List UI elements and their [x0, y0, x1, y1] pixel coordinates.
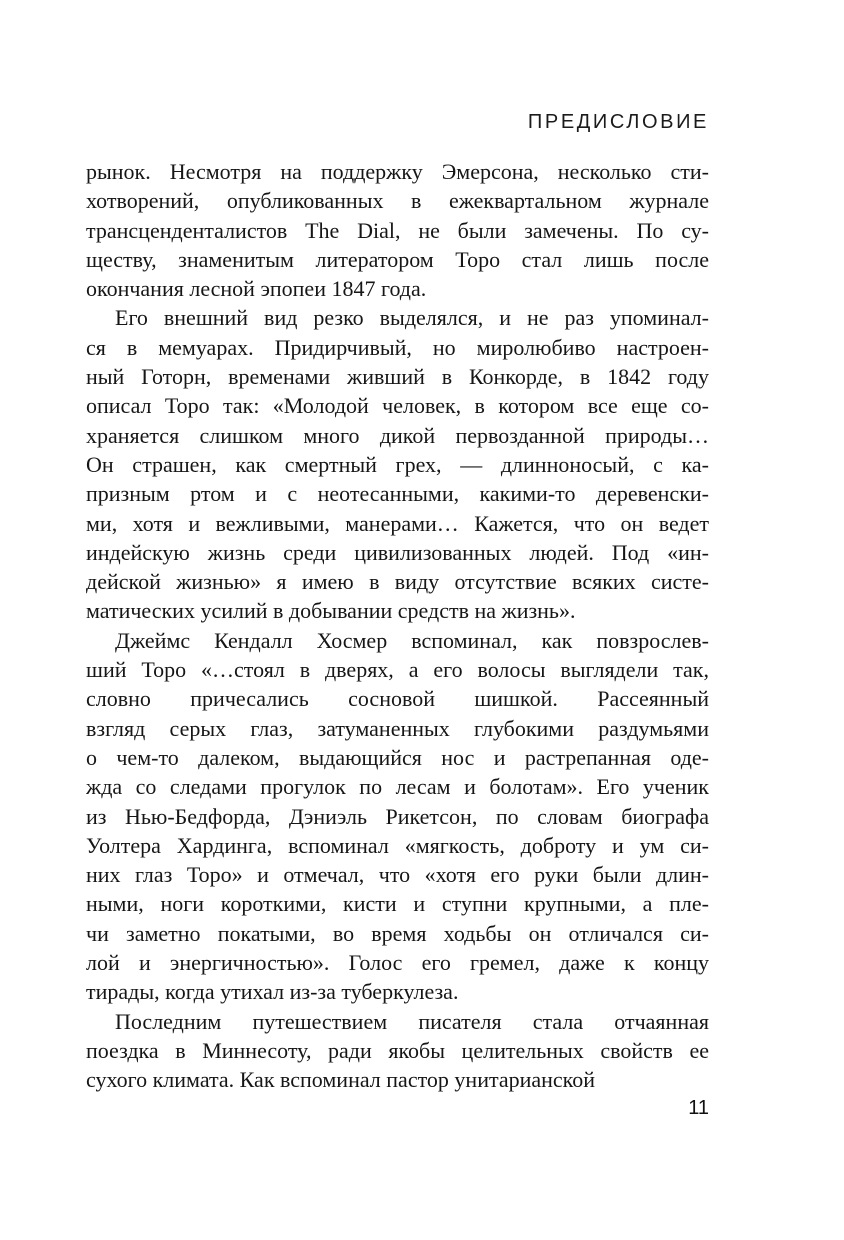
text-line: о чем-то далеком, выдающийся нос и растрепанная оде-	[86, 744, 709, 770]
text-line: из Нью-Бедфорда, Дэниэль Рикетсон, по словам биографа	[86, 803, 709, 829]
text-line: взгляд серых глаз, затуманенных глубокими раздумьями	[86, 715, 709, 741]
text-line: Джеймс Кендалл Хосмер вспоминал, как повзрослев-	[115, 627, 709, 653]
text-line: них глаз Торо» и отмечал, что «хотя его руки были длин-	[86, 862, 709, 888]
text-line: сухого климата. Как вспоминал пастор унитарианской	[86, 1067, 596, 1093]
text-line: Уолтера Хардинга, вспоминал «мягкость, доброту и ум си-	[86, 832, 709, 858]
paragraph	[86, 157, 709, 303]
text-line: индейскую жизнь среди цивилизованных людей. Под «ин-	[86, 539, 709, 565]
paragraph	[86, 626, 709, 1007]
paragraph	[86, 1007, 709, 1095]
paragraph	[86, 303, 709, 625]
text-line: ся в мемуарах. Придирчивый, но миролюбиво настроен-	[86, 334, 709, 360]
text-line: трансценденталистов The Dial, не были замечены. По су-	[86, 217, 709, 243]
running-header: ПРЕДИСЛОВИЕ	[527, 111, 709, 133]
text-line: призным ртом и с неотесанными, какими-то деревенски-	[86, 481, 709, 507]
text-line: словно причесались сосновой шишкой. Рассеянный	[86, 686, 709, 712]
text-line: поездка в Миннесоту, ради якобы целительных свойств ее	[86, 1037, 709, 1063]
text-line: матических усилий в добывании средств на жизнь».	[86, 598, 576, 624]
text-line: храняется слишком много дикой первозданной природы…	[86, 422, 709, 448]
text-block	[86, 157, 709, 1095]
text-line: ществу, знаменитым литератором Торо стал лишь после	[86, 246, 709, 272]
text-line: ными, ноги короткими, кисти и ступни крупными, а пле-	[86, 891, 709, 917]
text-line: ный Готорн, временами живший в Конкорде, в 1842 году	[86, 364, 709, 390]
text-line: чи заметно покатыми, во время ходьбы он отличался си-	[86, 920, 709, 946]
text-line: ший Торо «…стоял в дверях, а его волосы выглядели так,	[86, 657, 709, 683]
text-line: хотворений, опубликованных в ежеквартальном журнале	[86, 188, 709, 214]
text-line: рынок. Несмотря на поддержку Эмерсона, несколько сти-	[86, 159, 709, 184]
text-line: Он страшен, как смертный грех, — длинноносый, с ка-	[86, 451, 709, 477]
text-line: лой и энергичностью». Голос его гремел, даже к концу	[86, 950, 709, 976]
text-line: тирады, когда утихал из-за туберкулеза.	[86, 979, 459, 1005]
text-line: жда со следами прогулок по лесам и болотам». Его ученик	[86, 774, 709, 800]
text-line: Последним путешествием писателя стала отчаянная	[115, 1008, 709, 1034]
text-line: окончания лесной эпопеи 1847 года.	[86, 276, 427, 302]
text-line: дейской жизнью» я имею в виду отсутствие всяких систе-	[86, 569, 709, 595]
text-line: описал Торо так: «Молодой человек, в котором все еще со-	[86, 393, 709, 419]
page-number: 11	[688, 1097, 709, 1119]
text-line: Его внешний вид резко выделялся, и не раз упоминал-	[115, 305, 709, 331]
text-line: ми, хотя и вежливыми, манерами… Кажется, что он ведет	[86, 510, 709, 536]
